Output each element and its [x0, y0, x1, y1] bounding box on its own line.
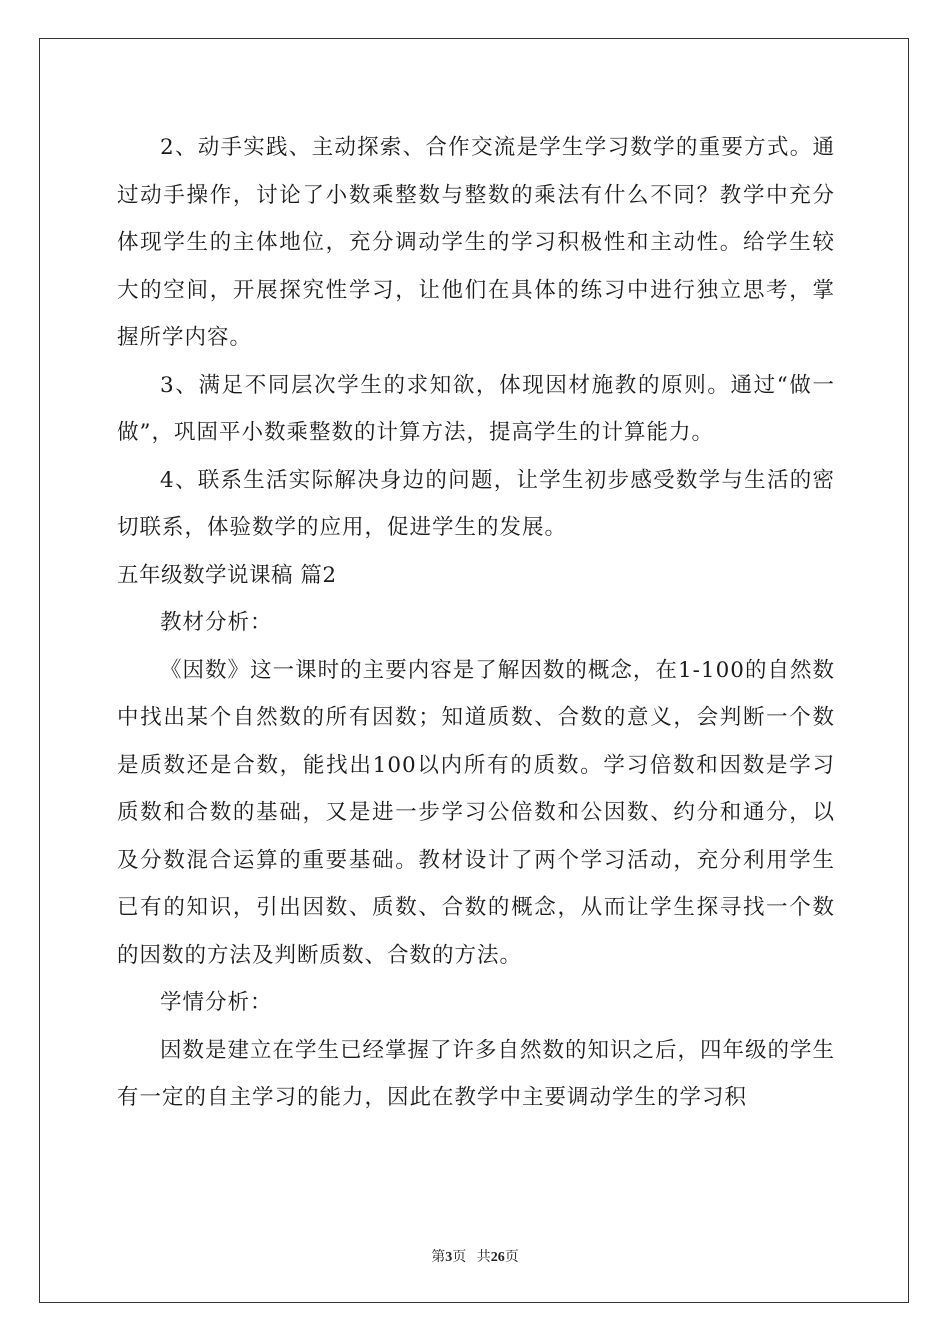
paragraph: 因数是建立在学生已经掌握了许多自然数的知识之后，四年级的学生有一定的自主学习的能力，因此在教学中主要调动学生的学习积 [117, 1037, 836, 1110]
paragraph: 4、联系生活实际解决身边的问题，让学生初步感受数学与生活的密切联系，体验数学的应用，促进学生的发展。 [117, 467, 835, 540]
section-heading: 五年级数学说课稿 篇2 [117, 562, 337, 588]
subheading-student-analysis: 学情分析： [160, 990, 273, 1015]
page-number: 3 [445, 1250, 453, 1265]
paragraph: 《因数》这一课时的主要内容是了解因数的概念，在1-100的自然数中找出某个自然数的所有因数；知道质数、合数的意义，会判断一个数是质数还是合数，能找出100以内所有的质数。学习倍数和因数是学习质数和合数的基础，又是进一步学习公倍数和公因数、约分和通分，以及分数混合运算的重要基础。教材设计了两个学习活动，充分利用学生已有的知识，引出因数、质数、合数的概念，从而让学生探寻找一个数的因数的方法及判断质数、合数的方法。 [117, 657, 835, 968]
total-pages: 26 [490, 1250, 505, 1265]
subheading-textbook-analysis: 教材分析： [160, 610, 273, 635]
total-suffix: 页 [504, 1250, 519, 1265]
page-footer [0, 1246, 950, 1266]
page-suffix: 页 [452, 1250, 467, 1265]
document-body [117, 124, 835, 1122]
total-prefix: 共 [476, 1250, 491, 1265]
page-prefix: 第 [431, 1250, 446, 1265]
paragraph: 2、动手实践、主动探索、合作交流是学生学习数学的重要方式。通过动手操作，讨论了小数乘整数与整数的乘法有什么不同？教学中充分体现学生的主体地位，充分调动学生的学习积极性和主动性。给学生较大的空间，开展探究性学习，让他们在具体的练习中进行独立思考，掌握所学内容。 [117, 135, 835, 350]
paragraph: 3、满足不同层次学生的求知欲，体现因材施教的原则。通过“做一做”，巩固平小数乘整数的计算方法，提高学生的计算能力。 [117, 372, 835, 445]
